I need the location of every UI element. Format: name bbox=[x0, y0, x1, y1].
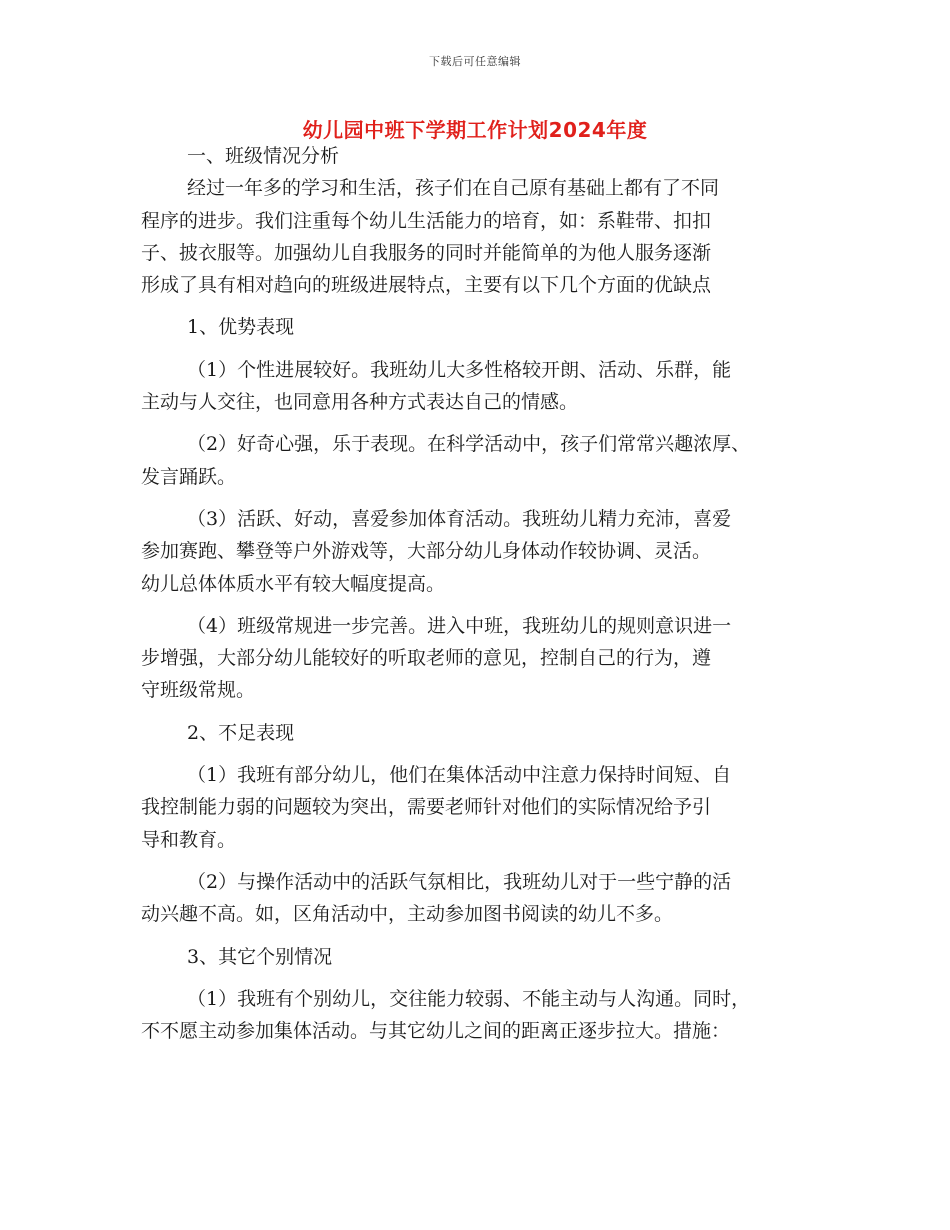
section-heading: 一、班级情况分析 bbox=[187, 145, 340, 167]
paragraph-line: （3）活跃、好动，喜爱参加体育活动。我班幼儿精力充沛，喜爱 bbox=[187, 507, 732, 530]
paragraph-line: 导和教育。 bbox=[141, 828, 237, 851]
document-title: 幼儿园中班下学期工作计划2024年度 bbox=[302, 118, 648, 142]
paragraph-line: 动兴趣不高。如，区角活动中，主动参加图书阅读的幼儿不多。 bbox=[141, 903, 674, 926]
paragraph-line: 守班级常规。 bbox=[141, 679, 256, 702]
paragraph-line: （2）与操作活动中的活跃气氛相比，我班幼儿对于一些宁静的活 bbox=[187, 870, 732, 893]
paragraph-line: （1）我班有部分幼儿，他们在集体活动中注意力保持时间短、自 bbox=[187, 764, 732, 787]
paragraph-line: 我控制能力弱的问题较为突出，需要老师针对他们的实际情况给予引 bbox=[141, 796, 712, 819]
document-body bbox=[141, 140, 831, 1047]
paragraph-line: 发言踊跃。 bbox=[141, 465, 237, 488]
paragraph-line: （2）好奇心强，乐于表现。在科学活动中，孩子们常常兴趣浓厚、 bbox=[187, 433, 751, 456]
paragraph-line: （4）班级常规进一步完善。进入中班，我班幼儿的规则意识进一 bbox=[187, 614, 732, 637]
subsection-heading: 1、优势表现 bbox=[187, 316, 295, 339]
paragraph-line: （1）我班有个别幼儿，交往能力较弱、不能主动与人沟通。同时， bbox=[187, 987, 751, 1010]
paragraph-line: 幼儿总体体质水平有较大幅度提高。 bbox=[141, 572, 446, 595]
paragraph-line: 步增强，大部分幼儿能较好的听取老师的意见，控制自己的行为，遵 bbox=[141, 647, 712, 670]
subsection-heading: 2、不足表现 bbox=[187, 721, 295, 744]
header-note: 下载后可任意编辑 bbox=[429, 55, 521, 68]
subsection-heading: 3、其它个别情况 bbox=[187, 945, 333, 968]
paragraph-line: 形成了具有相对趋向的班级进展特点，主要有以下几个方面的优缺点 bbox=[141, 274, 712, 297]
paragraph-line: 不不愿主动参加集体活动。与其它幼儿之间的距离正逐步拉大。措施： bbox=[141, 1020, 731, 1043]
paragraph-line: 主动与人交往，也同意用各种方式表达自己的情感。 bbox=[141, 391, 579, 414]
paragraph-line: 程序的进步。我们注重每个幼儿生活能力的培育，如：系鞋带、扣扣 bbox=[141, 209, 712, 232]
paragraph-line: 参加赛跑、攀登等户外游戏等，大部分幼儿身体动作较协调、灵活。 bbox=[141, 540, 712, 563]
paragraph-line: 子、披衣服等。加强幼儿自我服务的同时并能简单的为他人服务逐渐 bbox=[141, 241, 712, 264]
paragraph-line: （1）个性进展较好。我班幼儿大多性格较开朗、活动、乐群，能 bbox=[187, 358, 732, 381]
paragraph-line: 经过一年多的学习和生活，孩子们在自己原有基础上都有了不同 bbox=[187, 177, 720, 200]
